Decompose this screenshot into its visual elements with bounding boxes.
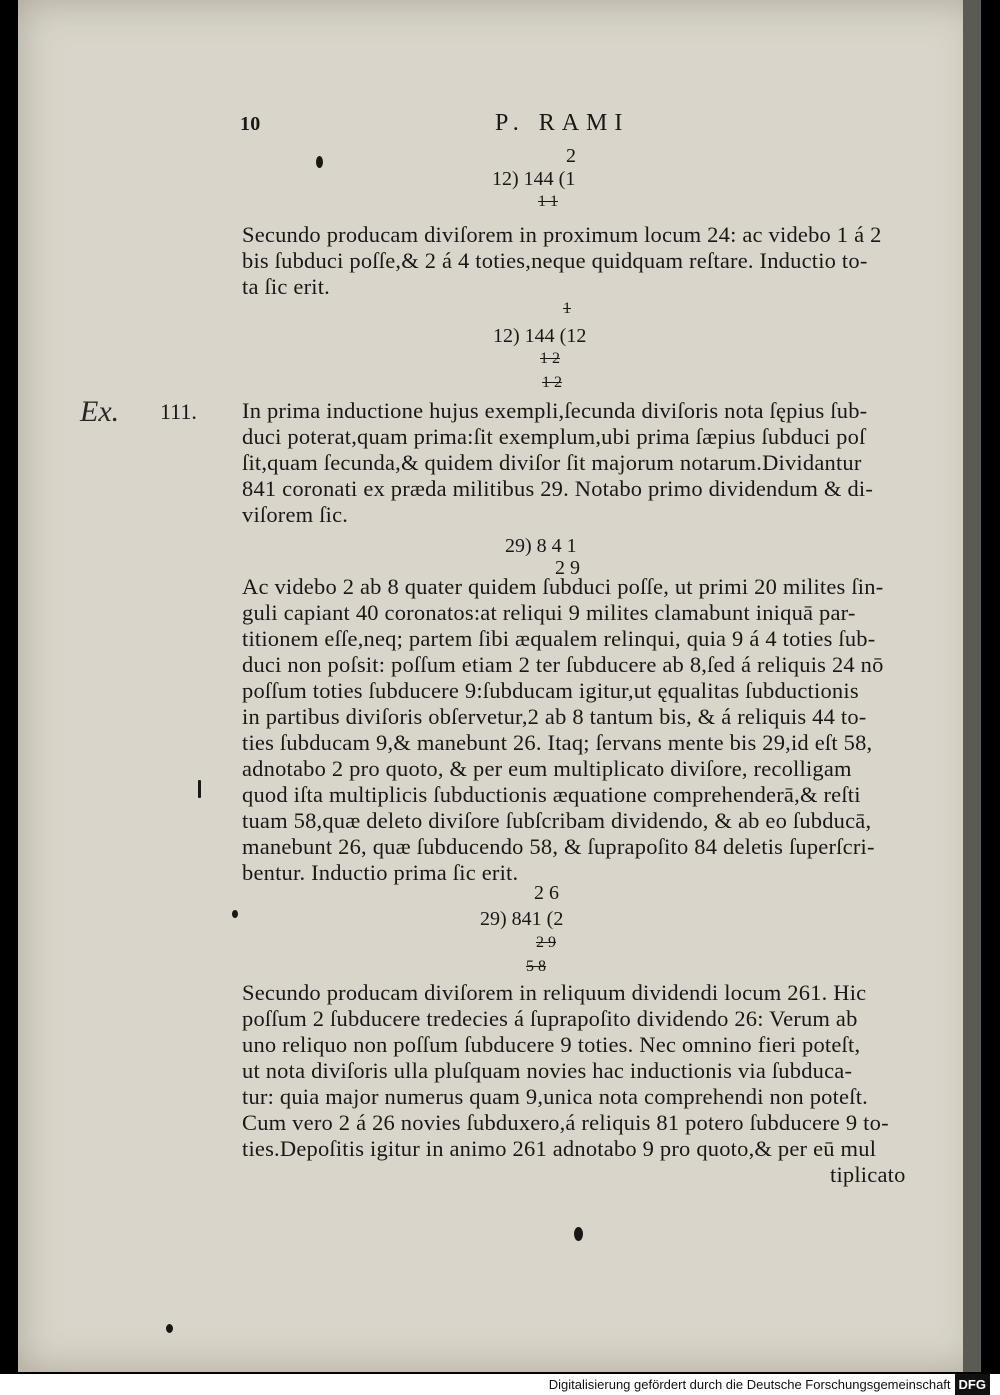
example4-top: 2 6 xyxy=(534,882,559,904)
example2-line: 12) 144 (12 xyxy=(493,325,587,347)
text-line: Cum vero 2 á 26 novies ſubduxero,á reliquis 81 potero ſubducere 9 to- xyxy=(242,1110,889,1135)
example2-row2: 1 2 xyxy=(540,350,560,367)
example2-top: 1 xyxy=(563,300,571,317)
ink-speck xyxy=(232,910,238,918)
ink-speck xyxy=(574,1227,583,1241)
text-line: poſſum toties ſubducere 9:ſubducam igitur,ut ęqualitas ſubductionis xyxy=(242,678,859,703)
text-line: duci non poſsit: poſſum etiam 2 ter ſubducere ab 8,ſed á reliquis 24 nō xyxy=(242,652,884,677)
margin-annotation: Ex. xyxy=(80,395,120,428)
ink-speck xyxy=(166,1324,173,1333)
section-number: 111. xyxy=(160,399,197,424)
footer-text: Digitalisierung gefördert durch die Deutsche Forschungsgemeinschaft xyxy=(548,1377,951,1392)
text-line: ſit,quam ſecunda,& quidem diviſor ſit majorum notarum.Dividantur xyxy=(242,450,862,475)
text-line: bentur. Inductio prima ſic erit. xyxy=(242,860,519,885)
text-line: 841 coronati ex præda militibus 29. Notabo primo dividendum & di- xyxy=(242,476,874,501)
text-line: uno reliquo non poſſum ſubducere 9 toties. Nec omnino fieri poteſt, xyxy=(242,1032,861,1057)
text-line: Ac videbo 2 ab 8 quater quidem ſubduci poſſe, ut primi 20 milites ſin- xyxy=(242,574,884,599)
text-line: bis ſubduci poſſe,& 2 á 4 toties,neque quidquam reſtare. Inductio to- xyxy=(242,248,868,273)
text-line: tur: quia major numerus quam 9,unica nota comprehendi non poteſt. xyxy=(242,1084,868,1109)
text-line: quod iſta multiplicis ſubductionis æquatione comprehenderā,& reſti xyxy=(242,782,861,807)
text-line: ut nota diviſoris ulla pluſquam novies hac inductionis via ſubduca- xyxy=(242,1058,853,1083)
text-line: ties ſubducam 9,& manebunt 26. Itaq; ſervans mente bis 29,id eſt 58, xyxy=(242,730,873,755)
dfg-logo: DFG xyxy=(955,1374,990,1395)
text-line: tuam 58,quæ deleto diviſore ſubſcribam dividendo, & ab eo ſubducā, xyxy=(242,808,872,833)
example3-bottom: 2 9 xyxy=(555,557,580,579)
example4-row3: 5 8 xyxy=(526,958,546,975)
text-line: duci poterat,quam prima:ſit exemplum,ubi prima ſæpius ſubduci poſ xyxy=(242,424,866,449)
example4-row2: 2 9 xyxy=(536,934,556,951)
example2-row3: 1 2 xyxy=(542,374,562,391)
page-edge xyxy=(963,0,981,1372)
text-line: poſſum 2 ſubducere tredecies á ſuprapoſito dividendo 26: Verum ab xyxy=(242,1006,858,1031)
footer-bar xyxy=(0,1374,1000,1395)
text-line: ta ſic erit. xyxy=(242,274,330,299)
example4-line: 29) 841 (2 xyxy=(480,908,564,930)
catchword: tiplicato xyxy=(830,1162,906,1187)
text-line: adnotabo 2 pro quoto, & per eum multiplicato diviſore, recolligam xyxy=(242,756,852,781)
text-line: In prima inductione hujus exempli,ſecunda diviſoris nota ſępius ſub- xyxy=(242,398,868,423)
ink-speck xyxy=(316,156,323,168)
text-line: ties.Depoſitis igitur in animo 261 adnotabo 9 pro quoto,& per eū mul xyxy=(242,1136,877,1161)
text-line: manebunt 26, quæ ſubducendo 58, & ſuprapoſito 84 deletis ſuperſcri- xyxy=(242,834,875,859)
example1-top: 2 xyxy=(566,145,576,167)
example1-line: 12) 144 (1 xyxy=(492,168,576,190)
text-line: titionem eſſe,neq; partem ſibi æqualem relinqui, quia 9 á 4 toties ſub- xyxy=(242,626,876,651)
text-line: in partibus diviſoris obſervetur,2 ab 8 tantum bis, & á reliquis 44 to- xyxy=(242,704,867,729)
text-line: Secundo producam diviſorem in proximum locum 24: ac videbo 1 á 2 xyxy=(242,222,882,247)
text-line: viſorem ſic. xyxy=(242,502,349,527)
page-number: 10 xyxy=(240,113,261,135)
ink-speck xyxy=(198,780,201,798)
running-title: P. RAMI xyxy=(495,110,630,136)
text-line: Secundo producam diviſorem in reliquum dividendi locum 261. Hic xyxy=(242,980,867,1005)
example3-line: 29) 8 4 1 xyxy=(505,535,577,557)
example1-bottom: 1 1 xyxy=(538,193,558,210)
text-line: guli capiant 40 coronatos:at reliqui 9 milites clamabunt iniquā par- xyxy=(242,600,856,625)
